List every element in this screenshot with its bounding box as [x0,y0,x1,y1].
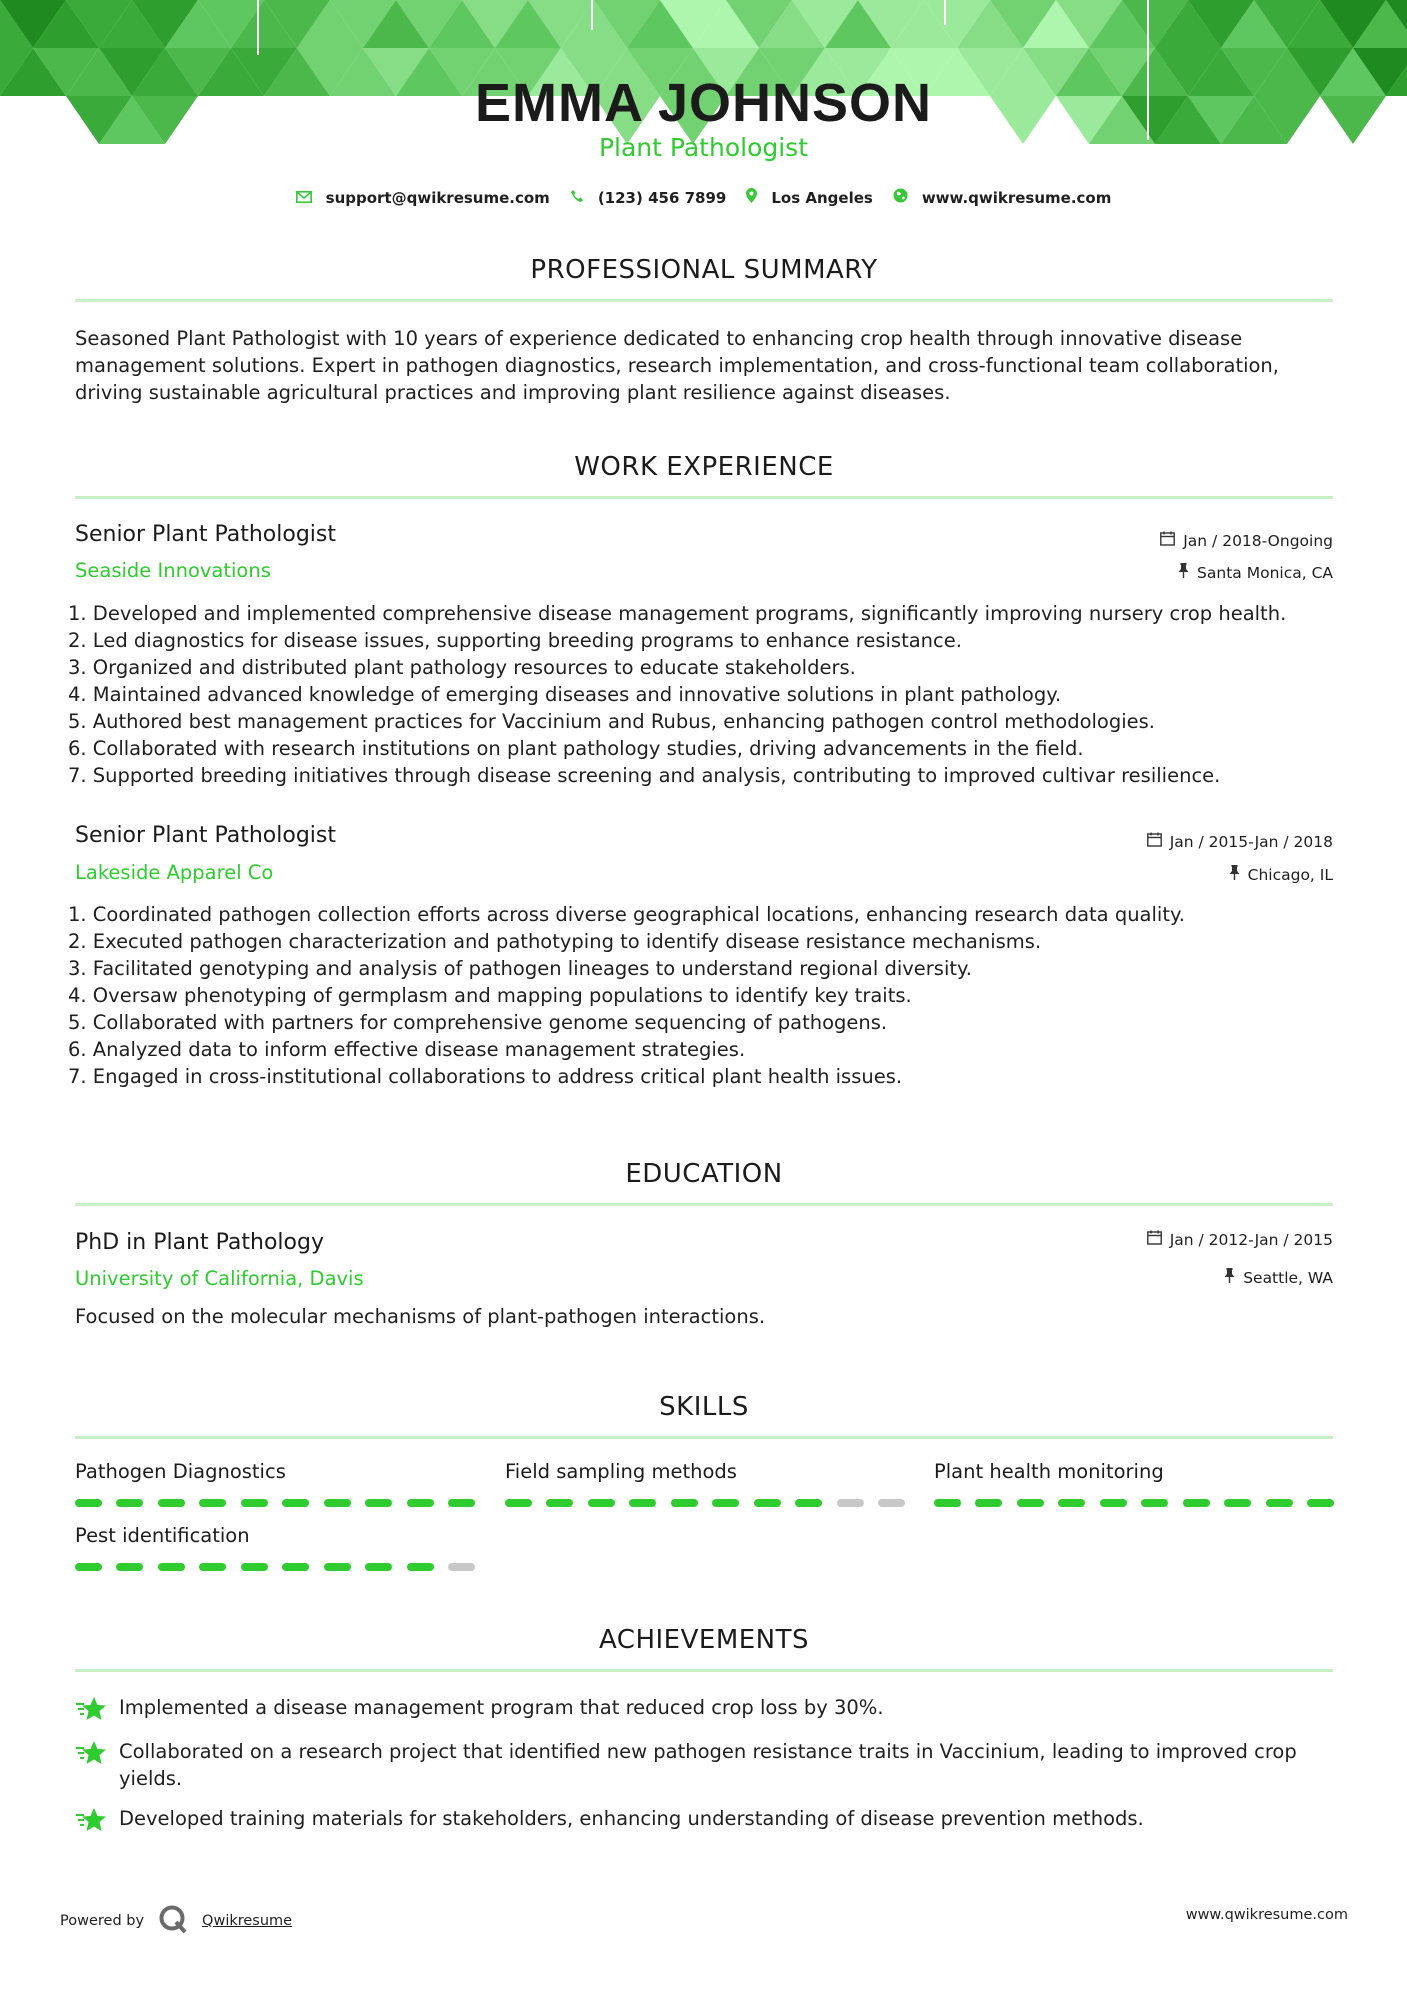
list-item: 5. Collaborated with partners for comprehensive genome sequencing of pathogens. [68,1011,888,1034]
contact-phone[interactable] [570,189,727,207]
skill-segment-filled [324,1563,351,1571]
list-item: 7. Engaged in cross-institutional collaborations to address critical plant health issues. [68,1065,903,1088]
skill-segment-empty [448,1563,475,1571]
skill-segment-filled [158,1499,185,1507]
section-title-education: EDUCATION [625,1159,783,1189]
skill-segment-filled [116,1563,143,1571]
section-title-skills: SKILLS [659,1392,749,1422]
section-title-achievements: ACHIEVEMENTS [598,1625,810,1655]
candidate-name: EMMA JOHNSON [474,73,933,133]
calendar-icon [1147,1230,1162,1249]
section-divider [75,1436,1333,1439]
job-title: Senior Plant Pathologist [75,522,337,547]
summary-text: Seasoned Plant Pathologist with 10 years of experience dedicated to enhancing crop health through innovative disease management solutions. Expert in pathogen diagnostics, research implementation, and cross-functional team collaboration, driving sustainable agricultural practices and improving plant resilience against diseases. [75,327,1279,404]
section-title-experience: WORK EXPERIENCE [574,452,834,482]
list-item: 7. Supported breeding initiatives through disease screening and analysis, contributing to improved cultivar resilience. [68,764,1221,787]
job-location-text: Chicago, IL [1247,865,1333,884]
skill-segment-filled [75,1499,102,1507]
education-location [1224,1268,1333,1287]
skill-name: Pathogen Diagnostics [75,1460,286,1483]
skill-segment-empty [878,1499,905,1507]
job-dates [1147,832,1333,851]
list-item: 2. Executed pathogen characterization and pathotyping to identify disease resistance mechanisms. [68,930,1042,953]
skill-segment-filled [588,1499,615,1507]
list-item: 4. Oversaw phenotyping of germplasm and mapping populations to identify key traits. [68,984,912,1007]
education-school: University of California, Davis [75,1267,364,1290]
achievement-text: Collaborated on a research project that identified new pathogen resistance traits in Vaccinium, leading to improved crop yields. [119,1740,1297,1790]
job-company: Lakeside Apparel Co [75,861,274,884]
section-title-summary: PROFESSIONAL SUMMARY [530,255,878,285]
contact-location [746,188,872,207]
job-location [1178,563,1333,582]
section-divider [75,496,1333,499]
map-marker-icon [746,188,757,207]
skill-segment-filled [1100,1499,1127,1507]
pushpin-icon [1224,1268,1235,1287]
star-badge-icon [75,1807,119,1840]
skill-segment-filled [795,1499,822,1507]
skill-segment-empty [837,1499,864,1507]
education-dates-text: Jan / 2012-Jan / 2015 [1169,1230,1333,1249]
skill-segment-filled [199,1563,226,1571]
pushpin-icon [1178,563,1189,582]
skill-segment-filled [546,1499,573,1507]
list-item: 5. Authored best management practices for Vaccinium and Rubus, enhancing pathogen control methodologies. [68,710,1156,733]
contact-website-text: www.qwikresume.com [921,188,1112,207]
list-item: 1. Coordinated pathogen collection efforts across diverse geographical locations, enhancing research data quality. [68,903,1185,926]
achievement-text: Implemented a disease management program that reduced crop loss by 30%. [119,1696,884,1719]
skill-segment-filled [1017,1499,1044,1507]
skill-segment-filled [505,1499,532,1507]
job-company: Seaside Innovations [75,559,271,582]
skill-segment-filled [241,1499,268,1507]
skill-segment-filled [629,1499,656,1507]
phone-icon [570,189,584,207]
skill-segment-filled [1224,1499,1251,1507]
job-bullets [68,600,1338,789]
skill-level-bar [505,1499,905,1507]
brand-link[interactable]: Qwikresume [202,1913,293,1929]
skill-segment-filled [282,1563,309,1571]
achievement-item [75,1694,1333,1727]
section-divider [75,1203,1333,1206]
skill-segment-filled [365,1499,392,1507]
contact-email-text: support@qwikresume.com [325,188,550,207]
skill-segment-filled [671,1499,698,1507]
candidate-title: Plant Pathologist [598,133,809,162]
job-location [1229,865,1333,884]
pushpin-icon [1229,865,1240,884]
education-dates [1147,1230,1333,1249]
job-dates-text: Jan / 2015-Jan / 2018 [1169,832,1333,851]
star-badge-icon [75,1696,119,1729]
envelope-icon [296,189,312,207]
job-dates-text: Jan / 2018-Ongoing [1183,531,1333,550]
skill-level-bar [75,1499,475,1507]
section-divider [75,299,1333,302]
skill-segment-filled [241,1563,268,1571]
calendar-icon [1160,531,1175,550]
footer-powered-by [60,1904,292,1938]
skill-level-bar [934,1499,1334,1507]
skill-segment-filled [324,1499,351,1507]
skill-segment-filled [712,1499,739,1507]
skill-segment-filled [365,1563,392,1571]
contact-phone-text: (123) 456 7899 [597,188,727,207]
powered-by-label: Powered by [60,1913,145,1929]
contact-website[interactable] [893,188,1112,207]
calendar-icon [1147,832,1162,851]
list-item: 1. Developed and implemented comprehensive disease management programs, significantly improving nursery crop health. [68,602,1287,625]
skill-name: Field sampling methods [505,1460,737,1483]
list-item: 3. Facilitated genotyping and analysis of pathogen lineages to understand regional diversity. [68,957,972,980]
footer-website[interactable]: www.qwikresume.com [1185,1907,1348,1923]
job-title: Senior Plant Pathologist [75,823,337,848]
skill-segment-filled [934,1499,961,1507]
qwikresume-logo-icon [158,1904,188,1938]
achievement-text: Developed training materials for stakeholders, enhancing understanding of disease prevention methods. [119,1807,1144,1830]
job-dates [1160,531,1333,550]
list-item: 3. Organized and distributed plant pathology resources to educate stakeholders. [68,656,856,679]
job-bullets [68,901,1338,1090]
education-location-text: Seattle, WA [1243,1268,1333,1287]
contact-location-text: Los Angeles [771,188,873,207]
skill-segment-filled [1141,1499,1168,1507]
skill-segment-filled [75,1563,102,1571]
list-item: 2. Led diagnostics for disease issues, supporting breeding programs to enhance resistance. [68,629,962,652]
skill-segment-filled [1307,1499,1334,1507]
skill-segment-filled [754,1499,781,1507]
list-item: 4. Maintained advanced knowledge of emerging diseases and innovative solutions in plant pathology. [68,683,1062,706]
skill-name: Plant health monitoring [934,1460,1164,1483]
job-location-text: Santa Monica, CA [1197,563,1333,582]
education-description: Focused on the molecular mechanisms of plant-pathogen interactions. [75,1305,766,1328]
skill-segment-filled [1058,1499,1085,1507]
contact-bar [0,188,1407,207]
skill-level-bar [75,1563,475,1571]
skill-segment-filled [1266,1499,1293,1507]
star-badge-icon [75,1740,119,1794]
skill-segment-filled [158,1563,185,1571]
skill-segment-filled [199,1499,226,1507]
education-degree: PhD in Plant Pathology [75,1230,324,1255]
skill-segment-filled [448,1499,475,1507]
skill-name: Pest identification [75,1524,250,1547]
skill-segment-filled [407,1499,434,1507]
skill-segment-filled [975,1499,1002,1507]
achievement-item [75,1805,1333,1838]
skill-segment-filled [1183,1499,1210,1507]
contact-email[interactable] [296,189,550,207]
skill-segment-filled [407,1563,434,1571]
globe-icon [893,188,908,207]
list-item: 6. Collaborated with research institutions on plant pathology studies, driving advancements in the field. [68,737,1084,760]
achievement-item [75,1738,1333,1792]
skill-segment-filled [282,1499,309,1507]
list-item: 6. Analyzed data to inform effective disease management strategies. [68,1038,746,1061]
skill-segment-filled [116,1499,143,1507]
section-divider [75,1669,1333,1672]
